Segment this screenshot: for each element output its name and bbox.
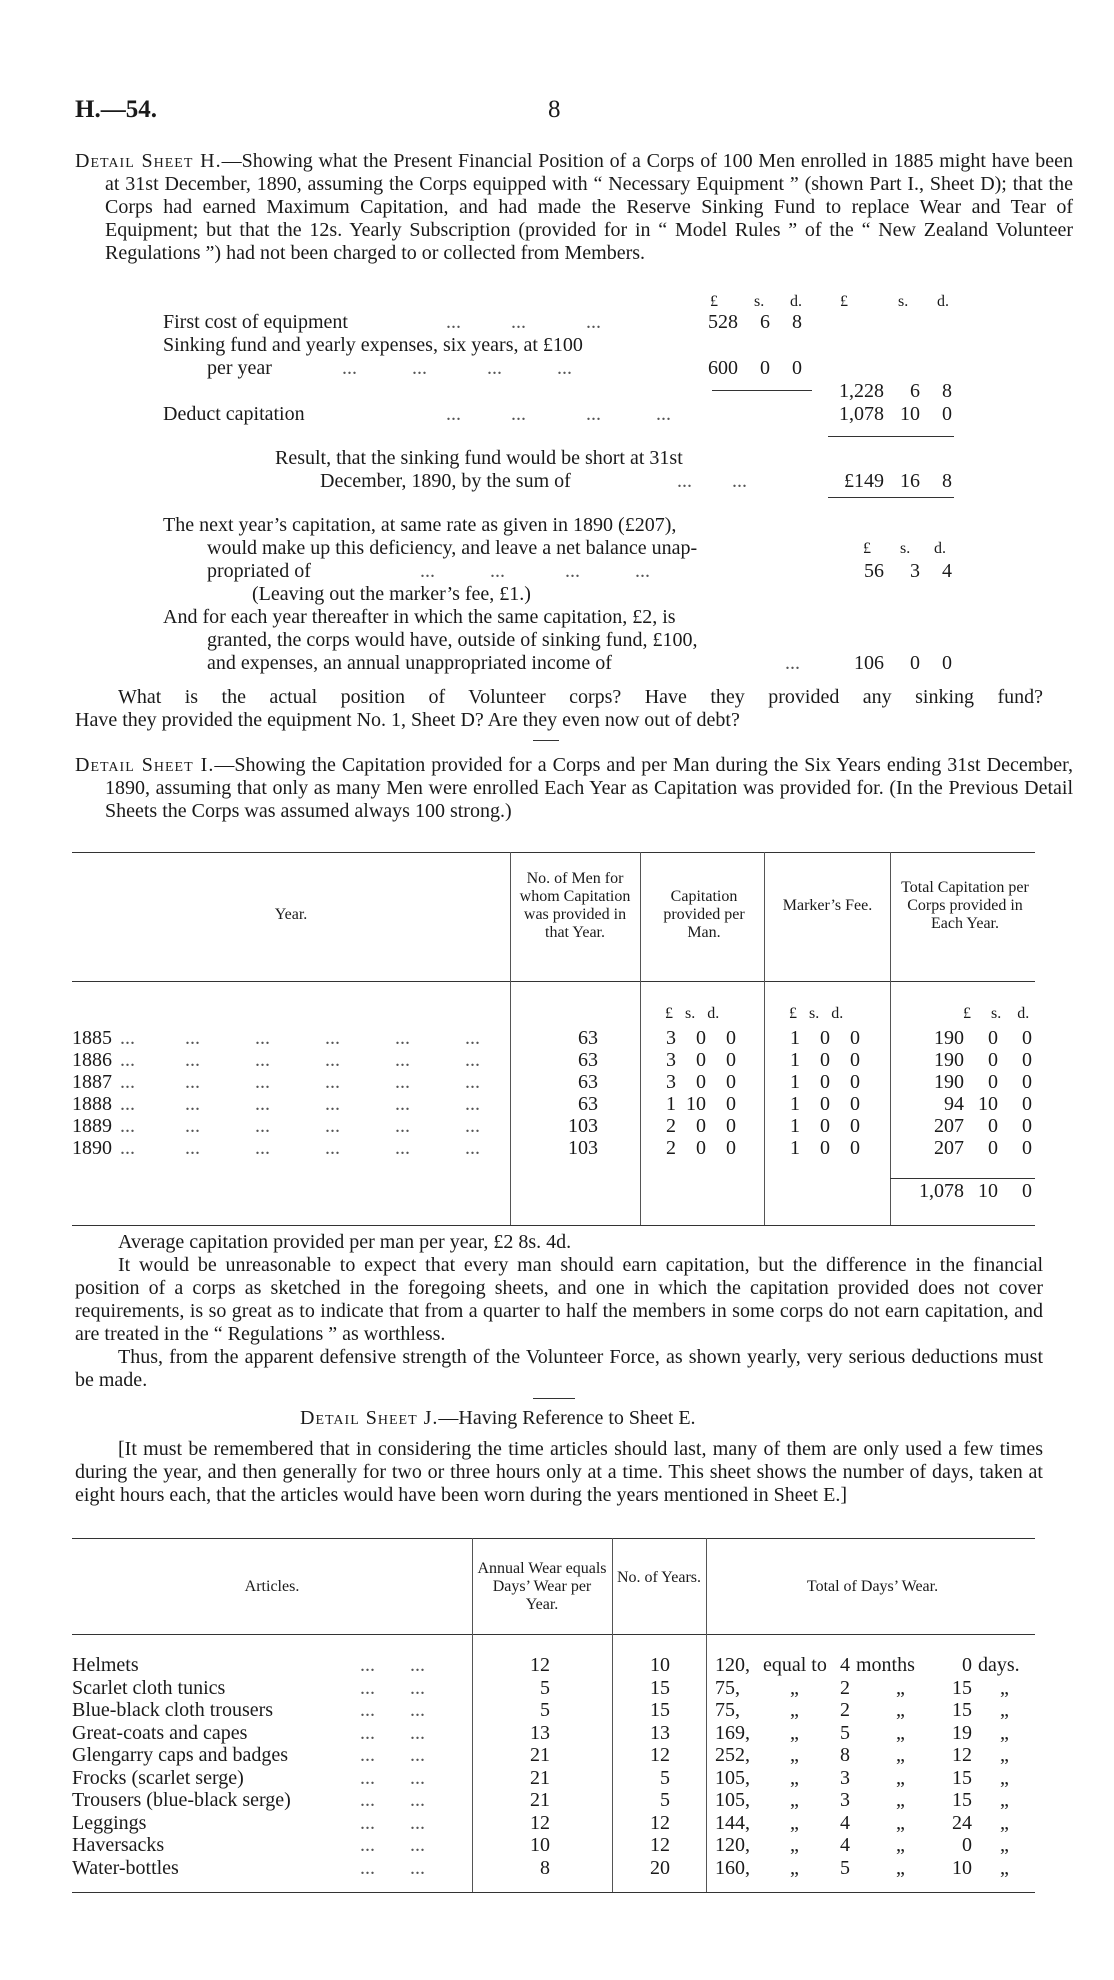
unit-header: £ s. d. [963, 1005, 1030, 1022]
table-top-rule [72, 1538, 1035, 1539]
months-cell: 4 [840, 1812, 850, 1834]
leader-dots: ... ... [360, 1654, 425, 1676]
table-row [0, 1789, 1114, 1812]
each-label-c: and expenses, an annual unappropriated income of [207, 652, 612, 674]
fee-shillings: 0 [820, 1027, 830, 1049]
line1-pounds: 528 [708, 311, 738, 333]
annual-wear-cell: 21 [530, 1789, 550, 1811]
sheet-j-note: [It must be remembered that in considering the time articles should last, many of them are only used a few times during the year, and then generally for two or three hours only at a time. This sheet shows the number of days, taken at eight hours each, that the articles would have been worn during the years mentioned in Sheet E.] [75, 1438, 1043, 1506]
section-divider [533, 1398, 575, 1399]
total-pounds: 190 [934, 1027, 964, 1049]
total-pounds: 94 [944, 1093, 964, 1115]
line2-pounds: 600 [708, 357, 738, 379]
total-pence: 0 [1022, 1115, 1032, 1137]
result-pounds: £149 [844, 470, 884, 492]
fee-pounds: 1 [790, 1137, 800, 1159]
cap-shillings: 10 [686, 1093, 706, 1115]
table-row [0, 1677, 1114, 1700]
year-cell: 1885 [72, 1027, 112, 1049]
article-cell: Trousers (blue-black serge) [72, 1789, 291, 1811]
page-number: 8 [548, 96, 561, 123]
cap-pounds: 3 [666, 1027, 676, 1049]
days-cell: 252, [715, 1744, 750, 1766]
annual-wear-cell: 10 [530, 1834, 550, 1856]
leader-dots: ... ... ... ... ... ... [120, 1049, 480, 1071]
deduct-shillings: 10 [900, 403, 920, 425]
leader-dots: ... ... ... ... [420, 560, 650, 582]
sheet-h-title: Detail Sheet H. [75, 150, 222, 172]
cap-shillings: 0 [696, 1137, 706, 1159]
total-shillings: 0 [988, 1049, 998, 1071]
unit-header: £ s. d. [789, 1005, 844, 1022]
sheet-i-intro [75, 754, 1073, 823]
header-pence-2: d. [937, 293, 949, 310]
leader-dots: ... ... [360, 1789, 425, 1811]
sheet-j-title: Detail Sheet J. [300, 1407, 439, 1429]
cap-shillings: 0 [696, 1027, 706, 1049]
col-header-total: Total Capitation per Corps provided in Each Year. [901, 879, 1029, 932]
article-cell: Frocks (scarlet serge) [72, 1767, 244, 1789]
extra-days-cell: 10 [952, 1857, 972, 1879]
cap-shillings: 0 [696, 1049, 706, 1071]
ditto-mark: „ [896, 1677, 905, 1699]
total-shillings: 0 [988, 1071, 998, 1093]
result-rule [828, 436, 954, 437]
next-label-b: would make up this deficiency, and leave a net balance unap- [207, 537, 698, 559]
months-cell: 3 [840, 1789, 850, 1811]
days-word: days. [978, 1654, 1020, 1676]
unit-header: £ s. d. [665, 1005, 720, 1022]
years-cell: 13 [650, 1722, 670, 1744]
total-shillings: 10 [978, 1093, 998, 1115]
table-row [0, 1857, 1114, 1880]
annual-wear-cell: 21 [530, 1744, 550, 1766]
fee-pence: 0 [850, 1115, 860, 1137]
extra-days-cell: 15 [952, 1699, 972, 1721]
cap-shillings: 0 [696, 1115, 706, 1137]
cap-pence: 0 [726, 1049, 736, 1071]
leader-dots: ... ... [360, 1767, 425, 1789]
years-cell: 12 [650, 1834, 670, 1856]
leader-dots: ... ... ... ... ... ... [120, 1093, 480, 1115]
cap-pounds: 3 [666, 1071, 676, 1093]
days-cell: 105, [715, 1767, 750, 1789]
table-row [0, 1834, 1114, 1857]
total-shillings: 0 [988, 1027, 998, 1049]
leader-dots: ... ... [360, 1677, 425, 1699]
average-capitation: Average capitation provided per man per year, £2 8s. 4d. [118, 1231, 572, 1253]
each-label-a: And for each year thereafter in which the same capitation, £2, is [163, 606, 676, 628]
cap-pence: 0 [726, 1137, 736, 1159]
months-cell: 4 [840, 1654, 850, 1676]
cap-pence: 0 [726, 1093, 736, 1115]
fee-pounds: 1 [790, 1115, 800, 1137]
article-cell: Glengarry caps and badges [72, 1744, 289, 1766]
ditto-mark: „ [896, 1834, 905, 1856]
article-cell: Great-coats and capes [72, 1722, 248, 1744]
col-header-articles: Articles. [244, 1578, 300, 1595]
total-pounds: 190 [934, 1049, 964, 1071]
years-cell: 15 [650, 1699, 670, 1721]
line1-label: First cost of equipment [163, 311, 348, 333]
sheet-i-title: Detail Sheet I. [75, 754, 215, 776]
ditto-mark: „ [790, 1677, 799, 1699]
ditto-mark: „ [896, 1812, 905, 1834]
ditto-mark: „ [1000, 1834, 1009, 1856]
men-cell: 63 [578, 1071, 598, 1093]
subtotal-shillings: 6 [910, 380, 920, 402]
years-cell: 5 [660, 1767, 670, 1789]
result-shillings: 16 [900, 470, 920, 492]
subtotal-rule [712, 390, 812, 391]
months-cell: 5 [840, 1857, 850, 1879]
extra-days-cell: 15 [952, 1677, 972, 1699]
leader-dots: ... ... [360, 1722, 425, 1744]
ditto-mark: „ [790, 1744, 799, 1766]
men-cell: 63 [578, 1027, 598, 1049]
annual-wear-cell: 21 [530, 1767, 550, 1789]
total-pounds: 207 [934, 1137, 964, 1159]
leader-dots: ... ... ... ... ... ... [120, 1115, 480, 1137]
grand-total-rule [890, 1178, 1035, 1179]
col-header-capitation: Capitation provided per Man. [663, 888, 745, 941]
fee-pence: 0 [850, 1071, 860, 1093]
total-pence: 0 [1022, 1027, 1032, 1049]
each-shillings: 0 [910, 652, 920, 674]
total-pounds: 207 [934, 1115, 964, 1137]
fee-pounds: 1 [790, 1093, 800, 1115]
months-cell: 3 [840, 1767, 850, 1789]
ditto-mark: „ [790, 1767, 799, 1789]
cap-pence: 0 [726, 1027, 736, 1049]
days-cell: 120, [715, 1834, 750, 1856]
table-header-rule [72, 1634, 1035, 1635]
next-pounds: 56 [864, 560, 884, 582]
article-cell: Leggings [72, 1812, 147, 1834]
table-bottom-rule [72, 1892, 1035, 1893]
next-label-a: The next year’s capitation, at same rate as given in 1890 (£207), [163, 514, 677, 536]
next-pence: 4 [942, 560, 952, 582]
fee-shillings: 0 [820, 1049, 830, 1071]
table-row [0, 1699, 1114, 1722]
ditto-mark: „ [1000, 1722, 1009, 1744]
fee-pounds: 1 [790, 1049, 800, 1071]
years-cell: 10 [650, 1654, 670, 1676]
table-row [0, 1654, 1114, 1677]
ditto-mark: „ [1000, 1857, 1009, 1879]
annual-wear-cell: 8 [540, 1857, 550, 1879]
extra-days-cell: 15 [952, 1767, 972, 1789]
ditto-mark: „ [896, 1789, 905, 1811]
ditto-mark: „ [790, 1789, 799, 1811]
ditto-mark: „ [1000, 1699, 1009, 1721]
total-pence: 0 [1022, 1049, 1032, 1071]
days-cell: 120, [715, 1654, 750, 1676]
next-shillings: 3 [910, 560, 920, 582]
total-pence: 0 [1022, 1093, 1032, 1115]
ditto-mark: „ [1000, 1812, 1009, 1834]
col-header-total-days: Total of Days’ Wear. [806, 1578, 939, 1595]
line2-shillings: 0 [760, 357, 770, 379]
men-cell: 63 [578, 1093, 598, 1115]
ditto-mark: „ [790, 1699, 799, 1721]
annual-wear-cell: 12 [530, 1812, 550, 1834]
fee-pence: 0 [850, 1027, 860, 1049]
section-divider [533, 740, 559, 741]
days-cell: 75, [715, 1677, 740, 1699]
annual-wear-cell: 12 [530, 1654, 550, 1676]
deduct-pounds: 1,078 [839, 403, 884, 425]
fee-shillings: 0 [820, 1093, 830, 1115]
cap-pounds: 1 [666, 1093, 676, 1115]
table-row [0, 1049, 1114, 1072]
subtotal-pence: 8 [942, 380, 952, 402]
next-label-c: propriated of [207, 560, 311, 582]
result-label-a: Result, that the sinking fund would be short at 31st [275, 447, 683, 469]
grand-total-shillings: 10 [978, 1180, 998, 1202]
result-label-b: December, 1890, by the sum of [320, 470, 571, 492]
months-word: months [856, 1654, 915, 1676]
fee-pence: 0 [850, 1049, 860, 1071]
leader-dots: ... ... ... ... ... ... [120, 1071, 480, 1093]
months-cell: 2 [840, 1699, 850, 1721]
grand-total-pence: 0 [1022, 1180, 1032, 1202]
year-cell: 1888 [72, 1093, 112, 1115]
extra-days-cell: 12 [952, 1744, 972, 1766]
article-cell: Water-bottles [72, 1857, 179, 1879]
table-row [0, 1767, 1114, 1790]
document-reference: H.—54. [75, 96, 157, 123]
table-row [0, 1722, 1114, 1745]
table-row [0, 1744, 1114, 1767]
table-row [0, 1137, 1114, 1160]
leader-dots: ... ... ... [446, 311, 601, 333]
annual-wear-cell: 13 [530, 1722, 550, 1744]
days-cell: 144, [715, 1812, 750, 1834]
total-pence: 0 [1022, 1137, 1032, 1159]
ditto-mark: „ [896, 1722, 905, 1744]
leader-dots: ... ... [360, 1699, 425, 1721]
leader-dots: ... [785, 652, 800, 674]
header-pounds: £ [710, 293, 718, 310]
ditto-mark: „ [790, 1722, 799, 1744]
fee-pence: 0 [850, 1093, 860, 1115]
header-shillings-2: s. [898, 293, 909, 310]
table-row [0, 1027, 1114, 1050]
ditto-mark: „ [896, 1699, 905, 1721]
total-shillings: 0 [988, 1137, 998, 1159]
table-bottom-rule [72, 1225, 1035, 1226]
men-cell: 103 [568, 1115, 598, 1137]
fee-pence: 0 [850, 1137, 860, 1159]
col-header-annual-wear: Annual Wear equals Days’ Wear per Year. [477, 1560, 607, 1613]
each-label-b: granted, the corps would have, outside of sinking fund, £100, [207, 629, 698, 651]
year-cell: 1890 [72, 1137, 112, 1159]
months-cell: 2 [840, 1677, 850, 1699]
header-pence-3: d. [934, 540, 946, 557]
ditto-mark: „ [1000, 1677, 1009, 1699]
years-cell: 12 [650, 1812, 670, 1834]
total-pence: 0 [1022, 1071, 1032, 1093]
days-cell: 75, [715, 1699, 740, 1721]
months-cell: 8 [840, 1744, 850, 1766]
years-cell: 15 [650, 1677, 670, 1699]
header-shillings-3: s. [900, 540, 911, 557]
sheet-i-paragraph-2: Thus, from the apparent defensive strength of the Volunteer Force, as shown yearly, very serious deductions must be made. [75, 1346, 1043, 1391]
annual-wear-cell: 5 [540, 1677, 550, 1699]
sheet-h-intro [75, 150, 1073, 265]
header-pounds-2: £ [840, 293, 848, 310]
sheet-h-intro-text: —Showing what the Present Financial Position of a Corps of 100 Men enrolled in 1885 might have been at 31st December, 1890, assuming the Corps equipped with “ Necessary Equipment ” (shown Part I., Sheet D); that the Corps had earned Maximum Capitation, and had made the Reserve Sinking Fund to replace Wear and Tear of Equipment; but that the 12s. Yearly Subscription (provided for in “ Model Rules ” of the “ New Zealand Volunteer Regulations ”) had not been charged to or collected from Members. [105, 150, 1073, 264]
leader-dots: ... ... [360, 1857, 425, 1879]
cap-pounds: 2 [666, 1115, 676, 1137]
cap-shillings: 0 [696, 1071, 706, 1093]
leader-dots: ... ... ... ... ... ... [120, 1027, 480, 1049]
col-header-marker-fee: Marker’s Fee. [782, 897, 873, 914]
fee-shillings: 0 [820, 1115, 830, 1137]
extra-days-cell: 15 [952, 1789, 972, 1811]
deduct-label: Deduct capitation [163, 403, 305, 425]
days-cell: 160, [715, 1857, 750, 1879]
leader-dots: ... ... [360, 1812, 425, 1834]
equal-to-word: equal to [763, 1654, 827, 1676]
article-cell: Scarlet cloth tunics [72, 1677, 226, 1699]
line2-label-b: per year [207, 357, 272, 379]
extra-days-cell: 19 [952, 1722, 972, 1744]
line2-label-a: Sinking fund and yearly expenses, six years, at £100 [163, 334, 583, 356]
months-cell: 5 [840, 1722, 850, 1744]
cap-pence: 0 [726, 1115, 736, 1137]
leader-dots: ... ... ... ... [342, 357, 572, 379]
sheet-i-paragraph-1: It would be unreasonable to expect that every man should earn capitation, but the difference in the financial position of a corps as sketched in the foregoing sheets, and one in which the capitation provided does not cover requirements, is so great as to indicate that from a quarter to half the members in some corps do not earn capitation, and are treated in the “ Regulations ” as worthless. [75, 1254, 1043, 1345]
total-pounds: 190 [934, 1071, 964, 1093]
table-row [0, 1812, 1114, 1835]
annual-wear-cell: 5 [540, 1699, 550, 1721]
year-cell: 1887 [72, 1071, 112, 1093]
years-cell: 20 [650, 1857, 670, 1879]
years-cell: 12 [650, 1744, 670, 1766]
result-pence: 8 [942, 470, 952, 492]
result-underline [828, 497, 954, 498]
header-pence: d. [790, 293, 802, 310]
ditto-mark: „ [896, 1767, 905, 1789]
sheet-j-heading [300, 1407, 696, 1430]
ditto-mark: „ [1000, 1789, 1009, 1811]
cap-pence: 0 [726, 1071, 736, 1093]
sheet-i-intro-text: —Showing the Capitation provided for a Corps and per Man during the Six Years ending 31st December, 1890, assuming that only as many Men were enrolled Each Year as Capitation was provided for. (In the Previous Detail Sheets the Corps was assumed always 100 strong.) [105, 754, 1073, 822]
ditto-mark: „ [896, 1744, 905, 1766]
men-cell: 103 [568, 1137, 598, 1159]
ditto-mark: „ [790, 1834, 799, 1856]
fee-pounds: 1 [790, 1027, 800, 1049]
fee-shillings: 0 [820, 1071, 830, 1093]
article-cell: Blue-black cloth trousers [72, 1699, 274, 1721]
each-pounds: 106 [854, 652, 884, 674]
article-cell: Haversacks [72, 1834, 165, 1856]
ditto-mark: „ [790, 1857, 799, 1879]
total-shillings: 0 [988, 1115, 998, 1137]
leader-dots: ... ... ... ... [446, 403, 671, 425]
question-a: What is the actual position of Volunteer corps? Have they provided any sinking fund? [118, 686, 1043, 708]
years-cell: 5 [660, 1789, 670, 1811]
cap-pounds: 2 [666, 1137, 676, 1159]
ditto-mark: „ [896, 1857, 905, 1879]
cap-pounds: 3 [666, 1049, 676, 1071]
col-header-years: No. of Years. [617, 1569, 701, 1586]
year-cell: 1886 [72, 1049, 112, 1071]
sheet-j-subtitle: —Having Reference to Sheet E. [438, 1407, 696, 1429]
next-note: (Leaving out the marker’s fee, £1.) [252, 583, 531, 605]
days-cell: 105, [715, 1789, 750, 1811]
header-pounds-3: £ [863, 540, 871, 557]
ditto-mark: „ [1000, 1744, 1009, 1766]
grand-total-pounds: 1,078 [919, 1180, 964, 1202]
fee-pounds: 1 [790, 1071, 800, 1093]
table-row [0, 1115, 1114, 1138]
table-row [0, 1093, 1114, 1116]
months-cell: 4 [840, 1834, 850, 1856]
leader-dots: ... ... [677, 470, 747, 492]
question-b: Have they provided the equipment No. 1, Sheet D? Are they even now out of debt? [75, 709, 740, 731]
leader-dots: ... ... ... ... ... ... [120, 1137, 480, 1159]
leader-dots: ... ... [360, 1744, 425, 1766]
leader-dots: ... ... [360, 1834, 425, 1856]
days-cell: 169, [715, 1722, 750, 1744]
year-cell: 1889 [72, 1115, 112, 1137]
ditto-mark: „ [1000, 1767, 1009, 1789]
fee-shillings: 0 [820, 1137, 830, 1159]
extra-days-cell: 24 [952, 1812, 972, 1834]
col-header-men: No. of Men for whom Capitation was provided in that Year. [519, 870, 631, 941]
ditto-mark: „ [790, 1812, 799, 1834]
header-shillings: s. [754, 293, 765, 310]
subtotal-pounds: 1,228 [839, 380, 884, 402]
line1-shillings: 6 [760, 311, 770, 333]
men-cell: 63 [578, 1049, 598, 1071]
each-pence: 0 [942, 652, 952, 674]
extra-days-cell: 0 [962, 1654, 972, 1676]
table-row [0, 1071, 1114, 1094]
article-cell: Helmets [72, 1654, 139, 1676]
deduct-pence: 0 [942, 403, 952, 425]
line1-pence: 8 [792, 311, 802, 333]
extra-days-cell: 0 [962, 1834, 972, 1856]
col-header-year: Year. [274, 906, 308, 923]
line2-pence: 0 [792, 357, 802, 379]
